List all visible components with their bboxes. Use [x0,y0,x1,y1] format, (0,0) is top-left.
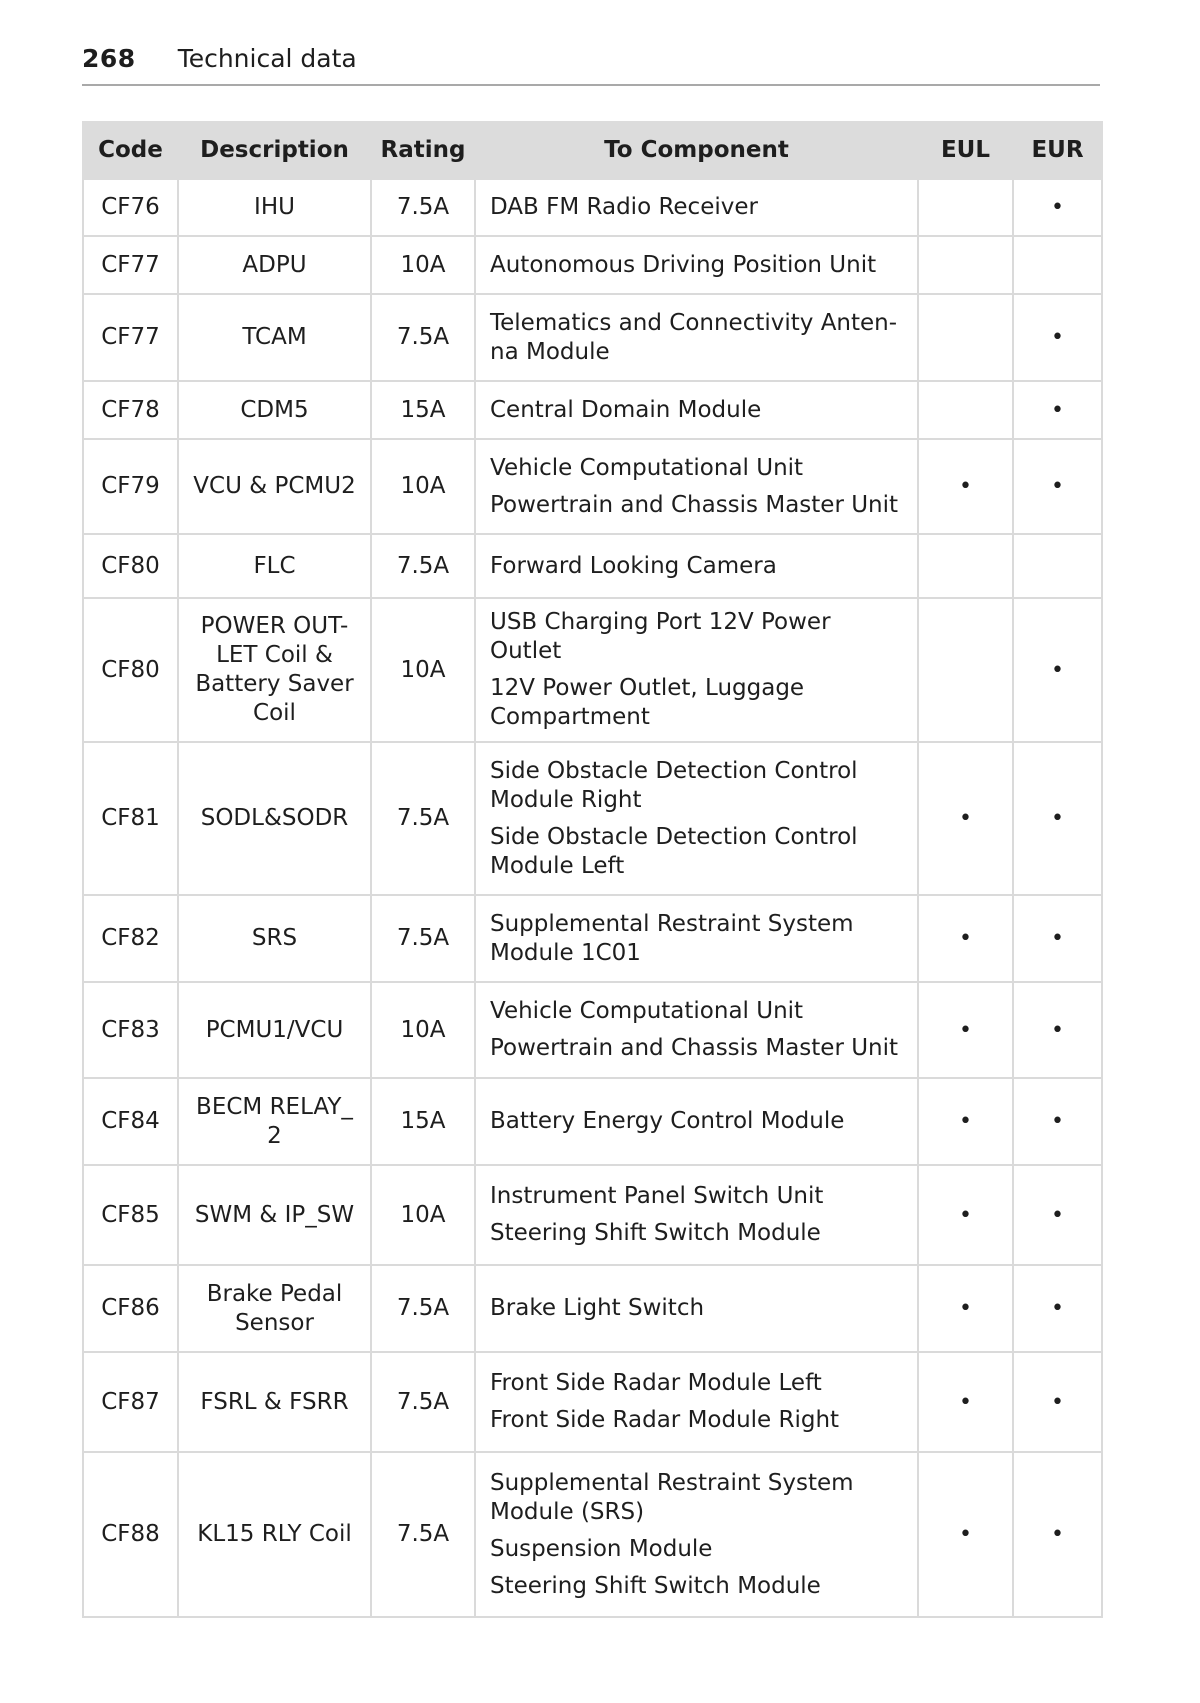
cell-code [83,598,178,742]
eur-marker: • [1051,1109,1064,1134]
cell-component [475,742,918,895]
table-row [83,179,1102,236]
component-line: Instrument Panel Switch Unit [490,1183,824,1209]
cell-component [475,179,918,236]
eur-marker: • [1051,195,1064,220]
cell-description [178,294,371,381]
component-line: Suspension Module [490,1535,713,1562]
cell-component [475,294,918,381]
cell-component [475,982,918,1078]
eur-marker: • [1051,1522,1064,1547]
cell-rating [371,1352,475,1452]
cell-eul [918,742,1013,895]
component-line: Supplemental Restraint System Module 1C01 [490,910,854,966]
cell-description-text: KL15 RLY Coil [197,1521,352,1547]
cell-description-text: POWER OUT- LET Coil & Battery Saver Coil [195,613,354,726]
cell-eul [918,1078,1013,1165]
cell-eul [918,895,1013,982]
eur-marker: • [1051,397,1064,423]
cell-code-text: CF87 [101,1388,160,1415]
component-line: Powertrain and Chassis Master Unit [490,491,899,518]
cell-eur [1013,1352,1102,1452]
cell-rating [371,1078,475,1165]
cell-eul [918,598,1013,742]
component-line: DAB FM Radio Receiver [490,194,758,220]
column-header-eur: EUR [1013,122,1102,179]
cell-description [178,598,371,742]
cell-code-text: CF80 [101,552,160,579]
cell-eul [918,179,1013,236]
cell-rating [371,982,475,1078]
cell-component [475,1165,918,1265]
cell-eur [1013,381,1102,439]
cell-code [83,1452,178,1617]
component-line: Vehicle Computational Unit [490,454,804,481]
cell-eul [918,1452,1013,1617]
component-line: Brake Light Switch [490,1295,705,1321]
table-row [83,1078,1102,1165]
cell-code-text: CF79 [101,473,160,499]
cell-eur [1013,179,1102,236]
cell-code-text: CF82 [101,925,160,951]
eur-marker: • [1051,1017,1064,1043]
component-line: Autonomous Driving Position Unit [490,251,877,278]
cell-code [83,742,178,895]
component-line: Side Obstacle Detection Control Module Right [490,757,858,813]
cell-description-text: CDM5 [240,396,309,423]
cell-description [178,236,371,294]
cell-eur [1013,1165,1102,1265]
cell-description [178,742,371,895]
cell-component [475,439,918,534]
cell-description [178,381,371,439]
cell-description [178,895,371,982]
component-line: Steering Shift Switch Module [490,1572,821,1599]
column-header-component: To Component [475,122,918,179]
cell-eul [918,236,1013,294]
table-row [83,381,1102,439]
cell-rating-text: 7.5A [396,1521,450,1547]
cell-rating-text: 7.5A [396,194,450,220]
cell-code [83,895,178,982]
cell-component [475,236,918,294]
cell-code-text: CF78 [101,396,160,423]
cell-rating [371,534,475,598]
cell-rating [371,742,475,895]
table-row [83,982,1102,1078]
cell-code-text: CF77 [101,251,160,278]
eul-marker: • [959,1202,972,1228]
cell-code [83,1352,178,1452]
cell-rating [371,179,475,236]
cell-code-text: CF85 [101,1201,160,1228]
component-line: Powertrain and Chassis Master Unit [490,1035,899,1061]
cell-eur [1013,895,1102,982]
eur-marker: • [1051,325,1064,350]
cell-rating-text: 7.5A [396,324,450,350]
cell-description [178,179,371,236]
cell-rating-text: 7.5A [396,1388,450,1415]
cell-eul [918,1265,1013,1352]
cell-eul [918,381,1013,439]
eul-marker: • [959,806,972,831]
eur-marker: • [1051,474,1064,499]
cell-code [83,534,178,598]
cell-rating-text: 10A [400,473,446,499]
cell-code-text: CF80 [101,656,160,683]
cell-description [178,1265,371,1352]
cell-eur [1013,982,1102,1078]
cell-code-text: CF77 [101,324,160,350]
cell-code [83,1265,178,1352]
cell-eur [1013,598,1102,742]
cell-rating [371,294,475,381]
column-header-code: Code [83,122,178,179]
cell-rating [371,1265,475,1352]
table-row [83,1165,1102,1265]
eul-marker: • [959,1017,972,1043]
cell-description-text: ADPU [242,251,307,278]
eul-marker: • [959,926,972,951]
cell-rating-text: 7.5A [396,925,450,951]
cell-eul [918,1165,1013,1265]
cell-code [83,236,178,294]
cell-description [178,982,371,1078]
cell-eul [918,1352,1013,1452]
cell-code [83,982,178,1078]
table-row [83,1452,1102,1617]
component-line: Forward Looking Camera [490,552,777,579]
cell-code [83,1078,178,1165]
cell-rating [371,381,475,439]
cell-eur [1013,1078,1102,1165]
table-row [83,1352,1102,1452]
cell-rating [371,439,475,534]
column-header-description: Description [178,122,371,179]
cell-code-text: CF88 [101,1521,160,1547]
cell-component [475,1452,918,1617]
cell-eul [918,982,1013,1078]
cell-component [475,1078,918,1165]
component-line: Front Side Radar Module Left [490,1370,822,1396]
cell-rating-text: 15A [400,396,446,423]
cell-description-text: SODL&SODR [200,805,349,831]
page-header [82,44,1100,86]
component-line: Front Side Radar Module Right [490,1407,840,1433]
cell-component [475,381,918,439]
cell-description-text: FSRL & FSRR [200,1388,349,1415]
table-body [83,179,1102,1617]
cell-description [178,534,371,598]
cell-description-text: PCMU1/VCU [205,1016,344,1043]
cell-component [475,1352,918,1452]
table-row [83,534,1102,598]
cell-description-text: SRS [251,925,298,951]
eur-marker: • [1051,1296,1064,1321]
cell-component [475,598,918,742]
eul-marker: • [959,1389,972,1415]
table-header-row [83,122,1102,179]
eul-marker: • [959,1109,972,1134]
table-row [83,236,1102,294]
component-line: Supplemental Restraint System Module (SRS) [490,1469,854,1525]
cell-eul [918,439,1013,534]
cell-description-text: VCU & PCMU2 [193,473,356,499]
cell-rating [371,1165,475,1265]
cell-rating [371,895,475,982]
cell-rating [371,598,475,742]
eur-marker: • [1051,1389,1064,1415]
cell-eur [1013,1452,1102,1617]
table-row [83,742,1102,895]
eul-marker: • [959,1522,972,1547]
cell-component [475,1265,918,1352]
component-line: 12V Power Outlet, Luggage Compartment [490,675,805,730]
cell-rating-text: 15A [400,1108,446,1134]
cell-description-text: SWM & IP_SW [194,1201,355,1228]
component-line: Central Domain Module [490,396,762,423]
cell-code [83,294,178,381]
table-row [83,1265,1102,1352]
eul-marker: • [959,474,972,499]
cell-rating-text: 10A [400,1201,446,1228]
cell-description [178,1165,371,1265]
column-header-rating: Rating [371,122,475,179]
cell-rating-text: 7.5A [396,1295,450,1321]
cell-description [178,1352,371,1452]
cell-rating-text: 7.5A [396,805,450,831]
cell-rating-text: 10A [400,656,446,683]
cell-description-text: IHU [254,194,295,220]
table-row [83,895,1102,982]
column-header-eul: EUL [918,122,1013,179]
cell-code [83,1165,178,1265]
cell-code [83,179,178,236]
eur-marker: • [1051,806,1064,831]
cell-code [83,439,178,534]
page-number: 268 [82,44,136,73]
cell-eur [1013,439,1102,534]
cell-eur [1013,294,1102,381]
cell-description [178,439,371,534]
component-line: Battery Energy Control Module [490,1108,845,1134]
cell-description-text: BECM RELAY_ 2 [196,1093,353,1149]
cell-component [475,534,918,598]
cell-rating-text: 10A [400,1016,446,1043]
eur-marker: • [1051,1202,1064,1228]
table-row [83,294,1102,381]
cell-eur [1013,236,1102,294]
eul-marker: • [959,1296,972,1321]
cell-code-text: CF81 [101,805,160,831]
fuse-table [82,121,1103,1618]
component-line: USB Charging Port 12V Power Outlet [490,609,831,664]
cell-code-text: CF83 [101,1016,160,1043]
cell-description [178,1078,371,1165]
cell-eur [1013,534,1102,598]
component-line: Side Obstacle Detection Control Module Left [490,823,858,879]
cell-description-text: Brake Pedal Sensor [206,1280,343,1336]
cell-rating [371,236,475,294]
cell-rating [371,1452,475,1617]
component-line: Telematics and Connectivity Anten- na Module [490,309,898,365]
table-row [83,598,1102,742]
cell-eul [918,294,1013,381]
component-line: Vehicle Computational Unit [490,998,804,1024]
cell-description-text: TCAM [242,324,307,350]
cell-code-text: CF76 [101,194,160,220]
cell-code [83,381,178,439]
cell-description-text: FLC [253,552,296,579]
page-title: Technical data [177,44,357,73]
cell-eur [1013,742,1102,895]
cell-description [178,1452,371,1617]
table-row [83,439,1102,534]
component-line: Steering Shift Switch Module [490,1220,821,1246]
cell-code-text: CF86 [101,1295,160,1321]
eur-marker: • [1051,926,1064,951]
cell-eur [1013,1265,1102,1352]
cell-component [475,895,918,982]
cell-eul [918,534,1013,598]
eur-marker: • [1051,657,1064,683]
cell-code-text: CF84 [101,1108,160,1134]
cell-rating-text: 10A [400,251,446,278]
cell-rating-text: 7.5A [396,552,450,579]
